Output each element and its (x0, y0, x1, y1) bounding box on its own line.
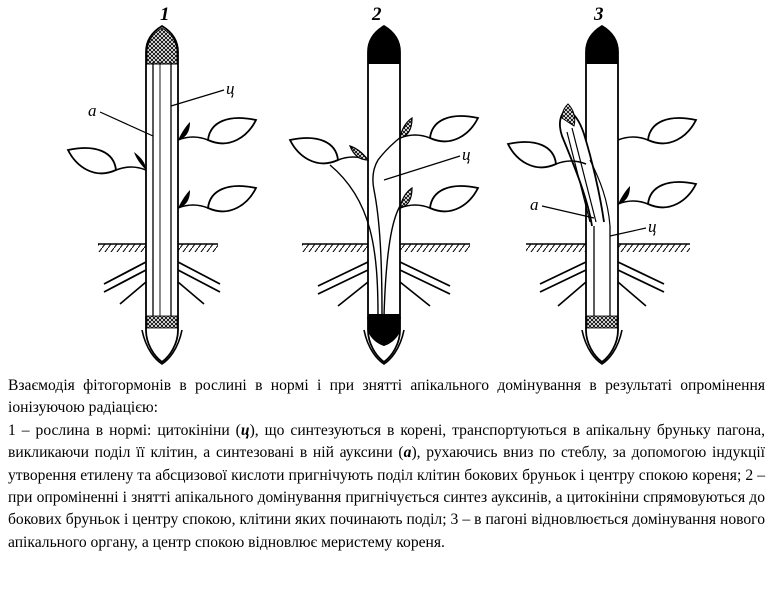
caption-text: ), що синтезуються в корені, транспортуються в апікальну бруньку пагона, викликаючи поділ її клітин, а синтезовані в ній ауксини ( (8, 421, 765, 462)
plant-number-1: 1 (160, 4, 170, 25)
caption-title: Взаємодія фітогормонів в рослині в нормі і при знятті апікального домінування в результаті опромінення іонізуючою радіацією: (8, 377, 765, 417)
label-c-plant-3: ц (648, 217, 657, 236)
plant-1 (68, 4, 256, 364)
plant-number-2: 2 (372, 4, 382, 25)
label-a-plant-3: а (530, 195, 539, 214)
label-c-plant-2: ц (462, 145, 471, 164)
label-c-plant-1: ц (226, 79, 235, 98)
caption-body (8, 420, 765, 554)
auxin-mark: а (403, 444, 412, 462)
plant-3 (508, 4, 696, 364)
plant-2 (290, 4, 478, 364)
label-a-plant-1: а (88, 101, 97, 120)
caption-text: 1 – рослина в нормі: цитокініни ( (8, 421, 241, 439)
cytokinin-mark: ц (240, 421, 250, 439)
plant-number-3: 3 (594, 4, 604, 25)
caption-text: ), рухаючись вниз по стеблу, за допомогою індукції утворення етилену та абсцизової кислоти пригнічують поділ клітин бокових бруньок і центру спокою кореня; 2 – при опроміненні і знятті апікального домінування пригнічується синтез ауксинів, а цитокініни спрямовуються до бокових бруньок і центру спокою, клітини яких починають поділ; 3 – в пагоні відновлюється домінування нового апікального органу, а центр спокою відновлює меристему кореня. (8, 444, 765, 551)
figure-caption (8, 375, 765, 554)
